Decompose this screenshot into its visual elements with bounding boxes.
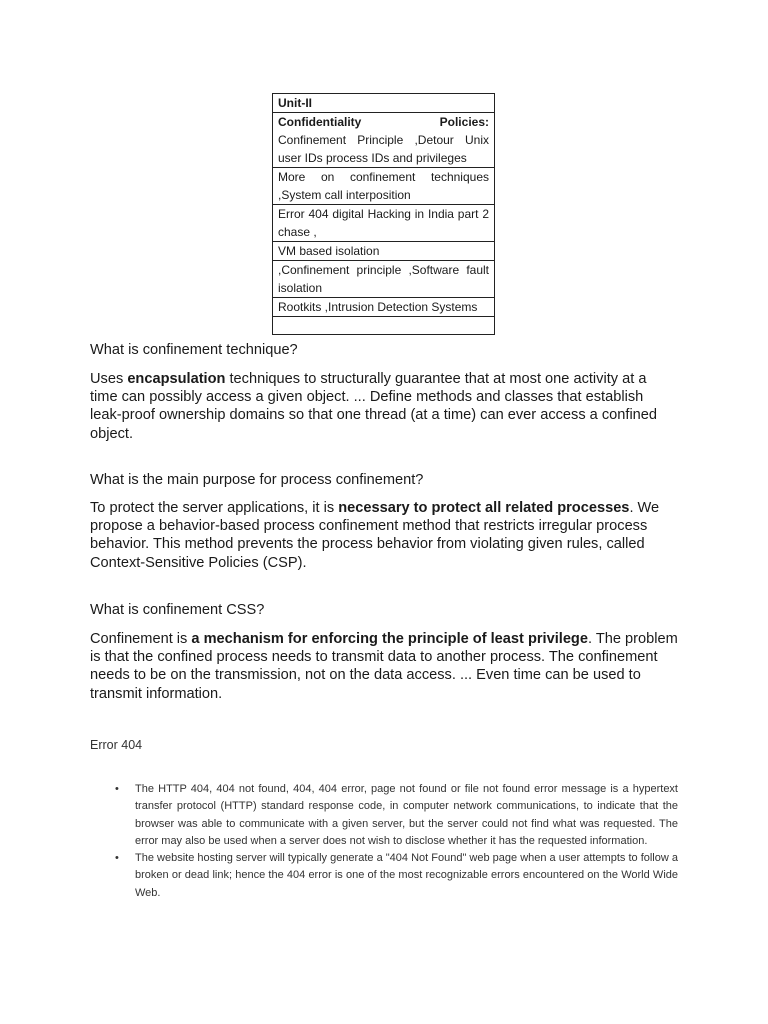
answer-text: Confinement is (90, 631, 192, 647)
table-cell: Rootkits ,Intrusion Detection Systems (273, 298, 495, 317)
answer-paragraph (90, 630, 678, 703)
answer-paragraph (90, 370, 678, 443)
question-heading: What is the main purpose for process confinement? (90, 472, 424, 488)
answer-text: . The problem is that the confined process needs to transmit data to another process. The confinement needs to be on the transmission, not on the data access. ... Even time can be used to transmit information. (90, 631, 678, 702)
table-row (273, 113, 495, 168)
table-cell: ,Confinement principle ,Software fault isolation (273, 261, 495, 298)
table-row (273, 94, 495, 113)
table-cell (273, 113, 495, 168)
cell-text: Confinement Principle ,Detour Unix user IDs process IDs and privileges (278, 133, 489, 165)
question-heading: What is confinement CSS? (90, 602, 265, 618)
answer-text: techniques to structurally guarantee that at most one activity at a time can possibly access a given object. ... Define methods and classes that establish leak-proof ownership domains so that one thread (at a time) can ever access a confined object. (90, 371, 658, 442)
answer-bold: necessary to protect all related processes (338, 500, 630, 516)
table-cell: Error 404 digital Hacking in India part 2 chase , (273, 205, 495, 242)
table-cell: More on confinement techniques ,System call interposition (273, 168, 495, 205)
table-row (273, 317, 495, 335)
answer-bold: a mechanism for enforcing the principle of least privilege (191, 631, 588, 647)
question-heading: What is confinement technique? (90, 342, 298, 358)
cell-bold-right: Policies: (439, 115, 489, 129)
table-cell: VM based isolation (273, 242, 495, 261)
table-row (273, 298, 495, 317)
table-cell-empty (273, 317, 495, 335)
answer-text: . We propose a behavior-based process confinement method that restricts irregular process behavior. This method prevents the process behavior from violating given rules, called Context-Sensitive Policies (CSP). (90, 500, 660, 571)
table-row (273, 261, 495, 298)
list-item: • The HTTP 404, 404 not found, 404, 404 error, page not found or file not found error message is a hypertext transfer protocol (HTTP) standard response code, in computer network communications, to indicate that the browser was able to communicate with a given server, but the server could not find what was requested. The error may also be used when a server does not wish to disclose whether it has the requested information. (115, 781, 678, 850)
answer-paragraph (90, 499, 678, 572)
error-heading: Error 404 (90, 738, 143, 752)
table-row (273, 168, 495, 205)
answer-text: Uses (90, 371, 128, 387)
answer-text: To protect the server applications, it is (90, 500, 339, 516)
table-row (273, 242, 495, 261)
cell-bold-left: Confidentiality (278, 115, 362, 129)
bullet-list (115, 781, 678, 902)
answer-bold: encapsulation (127, 371, 226, 387)
table-header: Unit-II (273, 94, 495, 113)
list-item: • The website hosting server will typically generate a "404 Not Found" web page when a user attempts to follow a broken or dead link; hence the 404 error is one of the most recognizable errors encountered on the World Wide Web. (115, 850, 678, 902)
table-row (273, 205, 495, 242)
syllabus-table (272, 93, 495, 335)
